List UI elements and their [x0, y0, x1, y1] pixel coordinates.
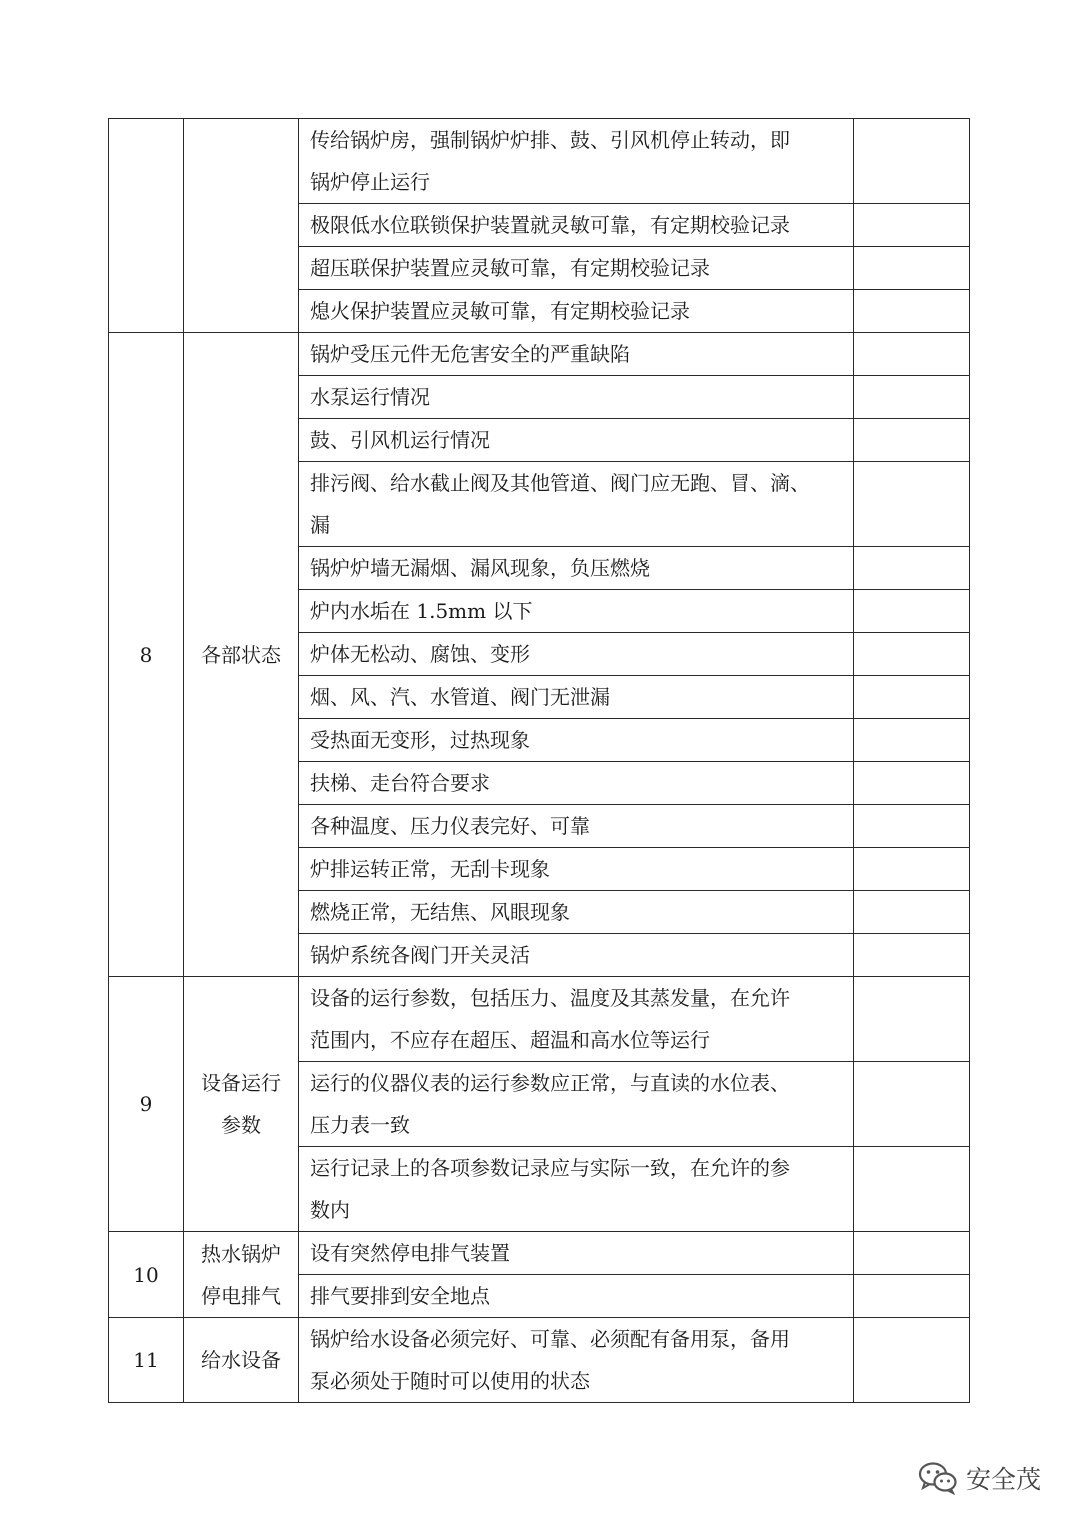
inspection-content: [299, 848, 854, 891]
result-cell[interactable]: [854, 805, 970, 848]
result-cell[interactable]: [854, 762, 970, 805]
result-cell[interactable]: [854, 1062, 970, 1147]
inspection-item: 设备运行 参数: [184, 977, 299, 1232]
result-cell[interactable]: [854, 290, 970, 333]
result-cell[interactable]: [854, 1147, 970, 1232]
content-line: 锅炉系统各阀门开关灵活: [310, 943, 530, 967]
content-line: 范围内，不应存在超压、超温和高水位等运行: [310, 1028, 710, 1052]
item-number: 9: [109, 977, 184, 1232]
result-cell[interactable]: [854, 934, 970, 977]
content-line: 受热面无变形，过热现象: [310, 728, 530, 752]
content-line: 水泵运行情况: [310, 385, 430, 409]
content-line: 烟、风、汽、水管道、阀门无泄漏: [310, 685, 610, 709]
inspection-content: [299, 419, 854, 462]
inspection-content: [299, 204, 854, 247]
item-number: 10: [109, 1232, 184, 1318]
result-cell[interactable]: [854, 419, 970, 462]
inspection-content: [299, 805, 854, 848]
content-line: 运行的仪器仪表的运行参数应正常，与直读的水位表、: [310, 1071, 790, 1095]
inspection-item: 各部状态: [184, 333, 299, 977]
inspection-item: 给水设备: [184, 1318, 299, 1403]
watermark-text: 安全茂: [966, 1465, 1042, 1494]
item-number: [109, 119, 184, 333]
inspection-content: [299, 1232, 854, 1275]
content-line: 锅炉受压元件无危害安全的严重缺陷: [310, 342, 630, 366]
inspection-content: [299, 547, 854, 590]
table-row: [109, 119, 970, 204]
result-cell[interactable]: [854, 977, 970, 1062]
result-cell[interactable]: [854, 1232, 970, 1275]
content-line: 锅炉给水设备必须完好、可靠、必须配有备用泵，备用: [310, 1327, 790, 1351]
content-line: 排气要排到安全地点: [310, 1284, 490, 1308]
content-line: 运行记录上的各项参数记录应与实际一致，在允许的参: [310, 1156, 790, 1180]
content-line: 极限低水位联锁保护装置就灵敏可靠，有定期校验记录: [310, 213, 790, 237]
content-line: 鼓、引风机运行情况: [310, 428, 490, 452]
result-cell[interactable]: [854, 547, 970, 590]
result-cell[interactable]: [854, 204, 970, 247]
content-line: 炉内水垢在 1.5mm 以下: [310, 599, 533, 623]
item-number: 11: [109, 1318, 184, 1403]
content-line: 漏: [310, 513, 330, 537]
inspection-content: [299, 290, 854, 333]
inspection-content: [299, 462, 854, 547]
result-cell[interactable]: [854, 376, 970, 419]
inspection-content: [299, 891, 854, 934]
table-row: [109, 1318, 970, 1403]
inspection-table: [108, 118, 970, 1403]
content-line: 炉排运转正常，无刮卡现象: [310, 857, 550, 881]
inspection-content: [299, 977, 854, 1062]
result-cell[interactable]: [854, 119, 970, 204]
inspection-content: [299, 376, 854, 419]
inspection-content: [299, 1275, 854, 1318]
content-line: 超压联保护装置应灵敏可靠，有定期校验记录: [310, 256, 710, 280]
inspection-content: [299, 1062, 854, 1147]
result-cell[interactable]: [854, 247, 970, 290]
content-line: 传给锅炉房，强制锅炉炉排、鼓、引风机停止转动，即: [310, 128, 790, 152]
result-cell[interactable]: [854, 633, 970, 676]
result-cell[interactable]: [854, 1275, 970, 1318]
content-line: 锅炉停止运行: [310, 170, 430, 194]
inspection-content: [299, 1147, 854, 1232]
content-line: 扶梯、走台符合要求: [310, 771, 490, 795]
content-line: 熄火保护装置应灵敏可靠，有定期校验记录: [310, 299, 690, 323]
inspection-content: [299, 719, 854, 762]
result-cell[interactable]: [854, 333, 970, 376]
inspection-item: 热水锅炉 停电排气: [184, 1232, 299, 1318]
result-cell[interactable]: [854, 1318, 970, 1403]
inspection-content: [299, 633, 854, 676]
inspection-content: [299, 119, 854, 204]
content-line: 泵必须处于随时可以使用的状态: [310, 1369, 590, 1393]
content-line: 设备的运行参数，包括压力、温度及其蒸发量，在允许: [310, 986, 790, 1010]
table-row: [109, 977, 970, 1062]
result-cell[interactable]: [854, 891, 970, 934]
content-line: 锅炉炉墙无漏烟、漏风现象，负压燃烧: [310, 556, 650, 580]
content-line: 炉体无松动、腐蚀、变形: [310, 642, 530, 666]
inspection-content: [299, 676, 854, 719]
inspection-content: [299, 762, 854, 805]
content-line: 排污阀、给水截止阀及其他管道、阀门应无跑、冒、滴、: [310, 471, 810, 495]
result-cell[interactable]: [854, 676, 970, 719]
result-cell[interactable]: [854, 462, 970, 547]
wechat-icon: [918, 1461, 958, 1495]
result-cell[interactable]: [854, 719, 970, 762]
table-row: [109, 333, 970, 376]
watermark: [918, 1458, 1041, 1498]
inspection-content: [299, 247, 854, 290]
content-line: 燃烧正常，无结焦、风眼现象: [310, 900, 570, 924]
inspection-item: [184, 119, 299, 333]
result-cell[interactable]: [854, 590, 970, 633]
content-line: 数内: [310, 1198, 350, 1222]
item-number: 8: [109, 333, 184, 977]
inspection-content: [299, 1318, 854, 1403]
inspection-content: [299, 934, 854, 977]
content-line: 各种温度、压力仪表完好、可靠: [310, 814, 590, 838]
inspection-content: [299, 590, 854, 633]
inspection-content: [299, 333, 854, 376]
table-row: [109, 1232, 970, 1275]
content-line: 设有突然停电排气装置: [310, 1241, 510, 1265]
content-line: 压力表一致: [310, 1113, 410, 1137]
result-cell[interactable]: [854, 848, 970, 891]
